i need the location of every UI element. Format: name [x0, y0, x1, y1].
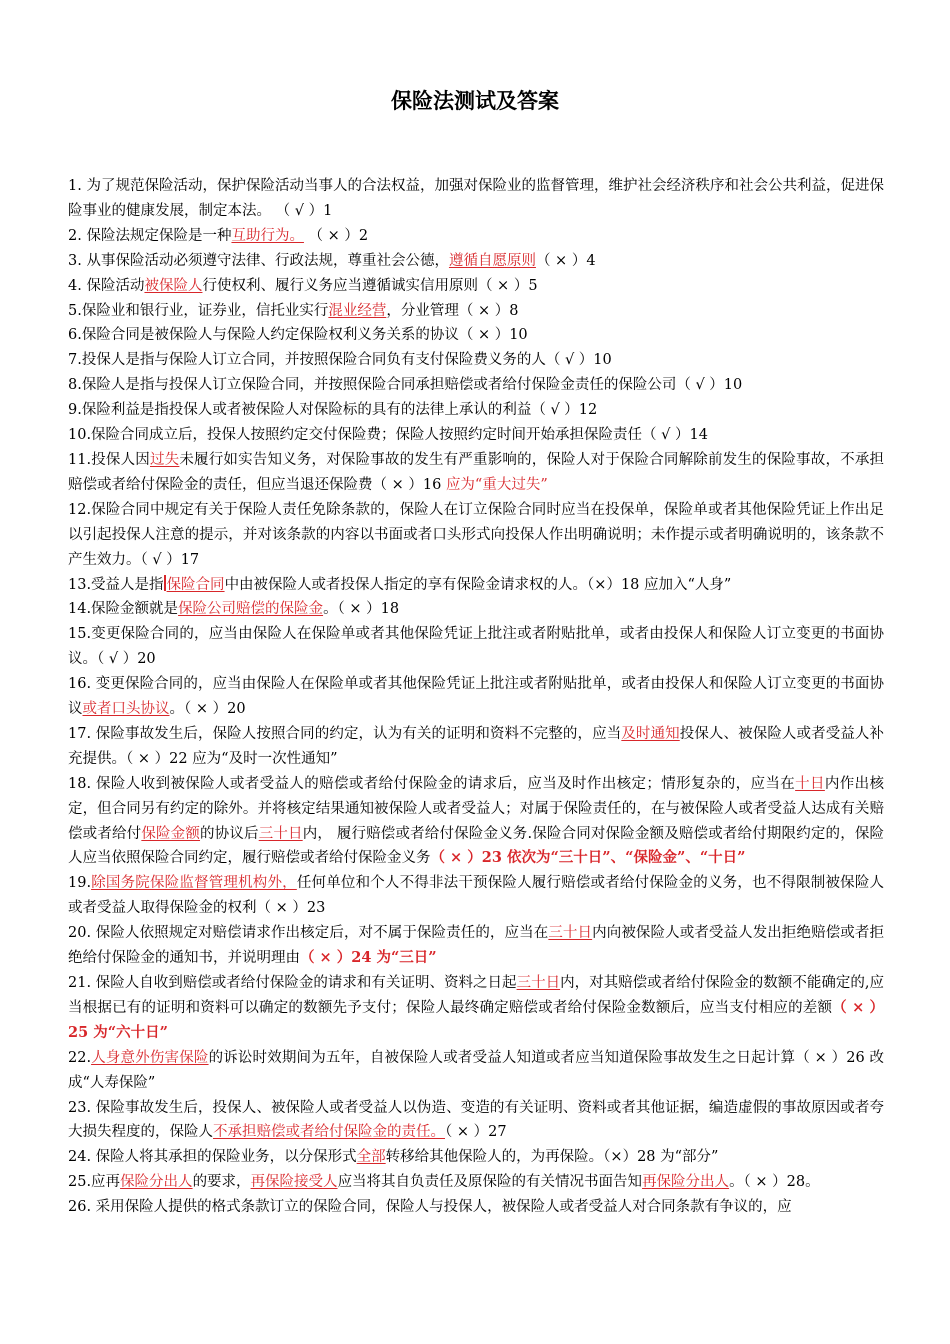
answer-note: 应为“重大过失” — [445, 476, 548, 493]
answer-note: （ × ）23 依次为“三十日”、“保险金”、“十日” — [430, 849, 746, 867]
question-item — [68, 498, 884, 573]
question-text: 6.保险合同是被保险人与保险人约定保险权利义务关系的协议（ × ）10 — [68, 327, 528, 344]
question-item — [68, 1195, 884, 1220]
question-item — [68, 299, 884, 324]
question-item — [68, 448, 884, 498]
question-text: 。（ × ）18 — [323, 601, 400, 618]
question-text: 中由被保险人或者投保人指定的享有保险金请求权的人。（×）18 应加入“人身” — [224, 576, 732, 593]
question-text: （ × ）2 — [303, 227, 369, 244]
question-text: 内，对其赔偿或者给付保险金的数额不能确定的,应当根据已有的证明和资料可以确定的数额先予支付；保险人最终确定赔偿或者给付保险金数额后，应当支付相应的差额 — [68, 975, 885, 1016]
question-text: 4. 保险活动 — [68, 277, 145, 294]
question-item — [68, 871, 884, 921]
question-item — [68, 224, 884, 249]
question-text: 17. 保险事故发生后，保险人按照合同的约定，认为有关的证明和资料不完整的，应当 — [68, 725, 622, 742]
question-text: 。（ × ）28。 — [729, 1174, 820, 1191]
question-item — [68, 398, 884, 423]
marked-phrase: 遵循自愿原则 — [448, 252, 536, 269]
marked-phrase: 再保险接受人 — [250, 1174, 338, 1191]
question-text: 14.保险金额就是 — [68, 601, 179, 618]
question-item — [68, 1096, 884, 1146]
marked-phrase: 保险公司赔偿的保险金 — [178, 601, 324, 618]
question-text: 转移给其他保险人的，为再保险。（×）28 为“部分” — [385, 1149, 719, 1166]
question-item — [68, 249, 884, 274]
question-text: 1. 为了规范保险活动，保护保险活动当事人的合法权益，加强对保险业的监督管理，维护社会经济秩序和社会公共利益，促进保险事业的健康发展，制定本法。 （ √ ）1 — [68, 178, 884, 219]
question-text: 12.保险合同中规定有关于保险人责任免除条款的，保险人在订立保险合同时应当在投保单，保险单或者其他保险凭证上作出足以引起投保人注意的提示，并对该条款的内容以书面或者口头形式向投保人作出明确说明；未作提示或者明确说明的，该条款不产生效力。（ √ ）17 — [68, 501, 884, 568]
question-text: 8.保险人是指与投保人订立保险合同，并按照保险合同承担赔偿或者给付保险金责任的保险公司（ √ ）10 — [68, 377, 743, 394]
marked-phrase: 过失 — [149, 451, 180, 468]
question-text: 内向被保险人或者受益人发出拒绝赔偿或者拒绝给付保险金的通知书，并说明理由 — [68, 925, 884, 967]
question-item — [68, 1145, 884, 1170]
question-item — [68, 921, 884, 971]
question-text: 11.投保人因 — [68, 451, 150, 468]
question-text: 23. 保险事故发生后，投保人、被保险人或者受益人以伪造、变造的有关证明、资料或者其他证据，编造虚假的事故原因或者夸大损失程度的，保险人 — [68, 1099, 884, 1141]
question-list — [68, 174, 884, 1220]
marked-phrase: 或者口头协议 — [82, 701, 170, 718]
marked-phrase: 及时通知 — [621, 725, 680, 742]
marked-phrase: 保险分出人 — [120, 1174, 193, 1191]
marked-phrase: 三十日 — [258, 825, 303, 842]
question-item — [68, 323, 884, 348]
marked-phrase: 互助行为。 — [231, 227, 304, 244]
question-item — [68, 672, 884, 722]
question-item — [68, 622, 884, 672]
question-text: 应当将其自负责任及原保险的有关情况书面告知 — [337, 1174, 643, 1191]
question-text: 任何单位和个人不得非法干预保险人履行赔偿或者给付保险金的义务，也不得限制被保险人或者受益人取得保险金的权利（ × ）23 — [68, 875, 885, 917]
question-text: 24. 保险人将其承担的保险业务，以分保形式 — [68, 1149, 357, 1166]
question-item — [68, 423, 884, 448]
question-item — [68, 971, 884, 1046]
question-item — [68, 722, 884, 772]
marked-phrase: 保险合同 — [166, 576, 225, 593]
question-text: 内作出核定，但合同另有约定的除外。并将核定结果通知被保险人或者受益人；对属于保险责任的，在与被保险人或者受益人达成有关赔偿或者给付 — [68, 775, 884, 842]
marked-phrase: 不承担赔偿或者给付保险金的责任。 — [213, 1124, 445, 1141]
question-item — [68, 772, 884, 872]
marked-phrase: 十日 — [795, 775, 825, 792]
question-text: 3. 从事保险活动必须遵守法律、行政法规，尊重社会公德， — [68, 252, 449, 269]
question-text: 20. 保险人依照规定对赔偿请求作出核定后，对不属于保险责任的，应当在 — [68, 925, 549, 942]
question-text: 内， 履行赔偿或者给付保险金义务.保险合同对保险金额及赔偿或者给付期限约定的，保险人应当依照保险合同约定，履行赔偿或者给付保险金义务 — [68, 825, 885, 867]
question-text: （ × ）27 — [445, 1124, 507, 1141]
question-text: 未履行如实告知义务，对保险事故的发生有严重影响的，保险人对于保险合同解除前发生的保险事故，不承担赔偿或者给付保险金的责任，但应当退还保险费（ × ）16 — [68, 451, 885, 493]
question-text: 行使权利、履行义务应当遵循诚实信用原则（ × ）5 — [202, 277, 538, 294]
question-item — [68, 573, 884, 598]
marked-phrase: 被保险人 — [144, 277, 203, 294]
answer-note: （ × ）24 为“三日” — [300, 949, 437, 967]
question-text: 。（ × ）20 — [169, 701, 246, 718]
question-text: 10.保险合同成立后，投保人按照约定交付保险费；保险人按照约定时间开始承担保险责任（ √ ）14 — [68, 427, 708, 444]
marked-phrase: 三十日 — [516, 975, 561, 991]
question-item — [68, 597, 884, 622]
question-text: 19. — [68, 875, 92, 892]
question-item — [68, 1046, 884, 1096]
question-text: 7.投保人是指与保险人订立合同，并按照保险合同负有支付保险费义务的人（ √ ）10 — [68, 352, 612, 369]
marked-phrase: 三十日 — [548, 925, 593, 942]
question-text: 22. — [68, 1049, 92, 1066]
question-item — [68, 348, 884, 373]
text-cursor — [164, 575, 166, 591]
question-item — [68, 274, 884, 299]
marked-phrase: 人身意外伤害保险 — [91, 1049, 209, 1066]
question-text: ，分业管理（ × ）8 — [386, 302, 519, 319]
question-text: 的诉讼时效期间为五年，自被保险人或者受益人知道或者应当知道保险事故发生之日起计算（ × ）26 改成“人寿保险” — [68, 1049, 884, 1091]
question-text: 25.应再 — [68, 1174, 121, 1191]
question-item — [68, 174, 884, 224]
question-text: 的要求， — [192, 1174, 251, 1191]
question-text: 26. 采用保险人提供的格式条款订立的保险合同，保险人与投保人，被保险人或者受益人对合同条款有争议的，应 — [68, 1199, 792, 1216]
question-text: 投保人、被保险人或者受益人补充提供。（ × ）22 应为“及时一次性通知” — [68, 725, 885, 767]
question-text: 的协议后 — [200, 825, 259, 842]
question-text: 5.保险业和银行业，证券业，信托业实行 — [68, 302, 329, 319]
marked-phrase: 混业经营 — [328, 302, 387, 319]
question-text: 16. 变更保险合同的，应当由保险人在保险单或者其他保险凭证上批注或者附贴批单，或者由投保人和保险人订立变更的书面协议 — [68, 676, 884, 718]
question-text: 18. 保险人收到被保险人或者受益人的赔偿或者给付保险金的请求后，应当及时作出核定；情形复杂的，应当在 — [68, 775, 796, 792]
page-title: 保险法测试及答案 — [391, 89, 559, 113]
marked-phrase: 除国务院保险监督管理机构外， — [91, 875, 297, 892]
question-text: 15.变更保险合同的，应当由保险人在保险单或者其他保险凭证上批注或者附贴批单，或者由投保人和保险人订立变更的书面协议。（ √ ）20 — [68, 626, 884, 668]
question-text: 9.保险利益是指投保人或者被保险人对保险标的具有的法律上承认的利益（ √ ）12 — [68, 402, 598, 419]
marked-phrase: 保险金额 — [141, 825, 201, 842]
question-text: 13.受益人是指 — [68, 576, 164, 593]
question-text: 21. 保险人自收到赔偿或者给付保险金的请求和有关证明、资料之日起 — [68, 975, 517, 991]
question-item — [68, 373, 884, 398]
marked-phrase: 再保险分出人 — [642, 1174, 730, 1191]
question-item — [68, 1170, 884, 1195]
marked-phrase: 全部 — [356, 1149, 386, 1166]
question-text: 2. 保险法规定保险是一种 — [68, 227, 232, 244]
answer-note: （ × ）25 为“六十日” — [68, 998, 885, 1041]
question-text: （ × ）4 — [535, 252, 596, 269]
